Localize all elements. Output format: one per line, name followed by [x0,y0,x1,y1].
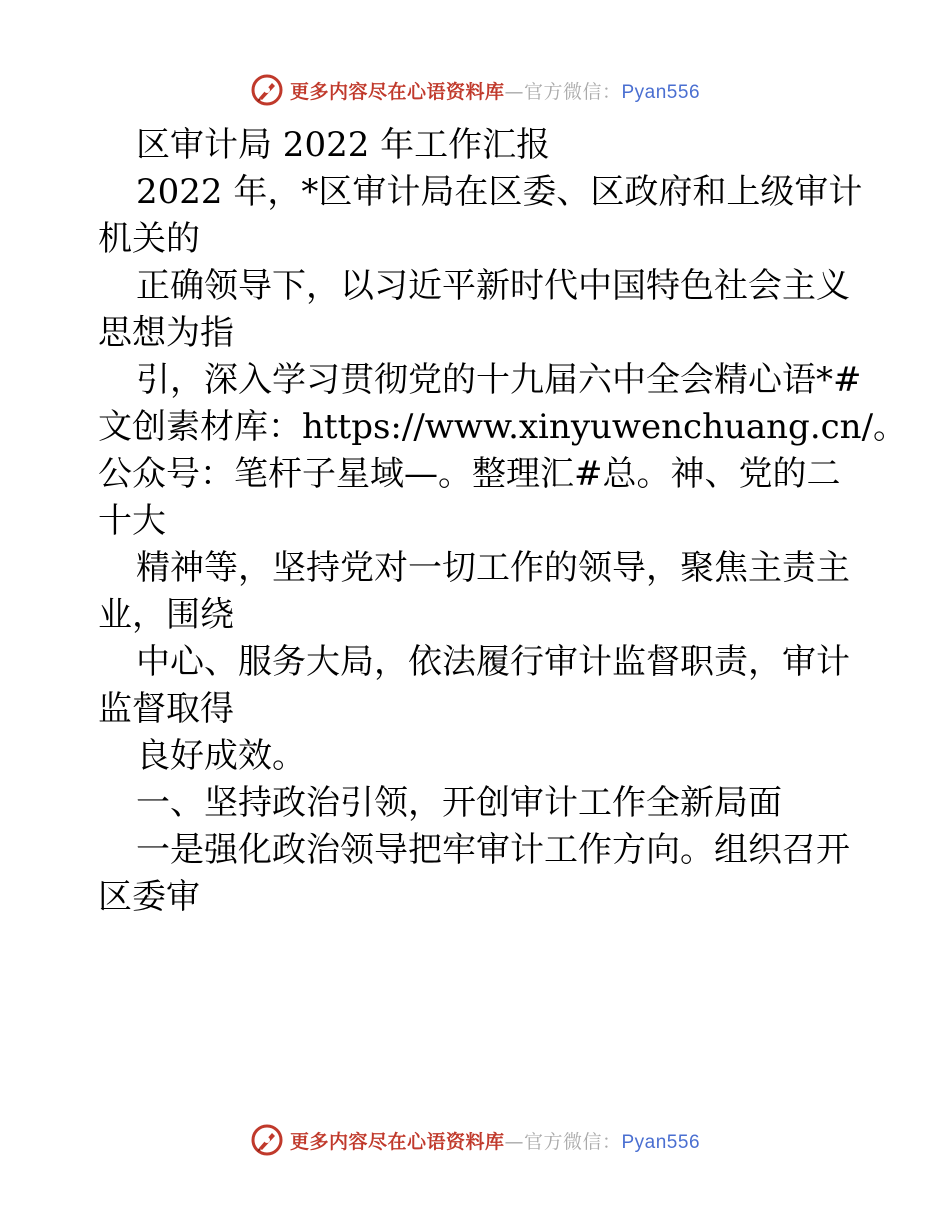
document-line: 十大 [98,501,166,541]
pen-logo-icon [250,73,284,107]
footer-banner [0,1120,950,1160]
banner [250,1123,700,1157]
document-line: 2022 年，*区审计局在区委、区政府和上级审计 [136,172,863,212]
document-line: 良好成效。 [136,736,306,776]
document-line: 文创素材库：https://www.xinyuwenchuang.cn/。 [98,407,908,447]
document-line: 精神等，坚持党对一切工作的领导，聚焦主责主 [136,548,850,588]
pen-logo-icon [250,1123,284,1157]
footer-site-name: 更多内容尽在心语资料库 [289,1130,505,1153]
banner-wechat-label: —官方微信： [504,80,622,103]
document-line: 一是强化政治领导把牢审计工作方向。组织召开 [136,830,850,870]
header-banner [0,70,950,110]
document-line: 思想为指 [98,313,234,353]
document-line: 正确领导下，以习近平新时代中国特色社会主义 [136,266,850,306]
footer-wechat-label: —官方微信： [504,1130,622,1153]
footer-wechat-id: Pyan556 [621,1131,701,1153]
document-line: 中心、服务大局，依法履行审计监督职责，审计 [136,642,850,682]
banner-wechat-id: Pyan556 [621,81,701,103]
document-line: 公众号：笔杆子星域—。整理汇#总。神、党的二 [98,454,841,494]
document-line: 监督取得 [98,689,234,729]
document-line: 一、坚持政治引领，开创审计工作全新局面 [136,783,782,823]
document-line: 区委审 [98,877,200,917]
document-line: 业，围绕 [98,595,234,635]
document-line: 引，深入学习贯彻党的十九届六中全会精心语*# [136,360,862,400]
banner [250,73,700,107]
document-line: 机关的 [98,219,200,259]
banner-site-name: 更多内容尽在心语资料库 [289,80,505,103]
document-line: 区审计局 2022 年工作汇报 [136,125,551,165]
document-body [98,122,908,921]
